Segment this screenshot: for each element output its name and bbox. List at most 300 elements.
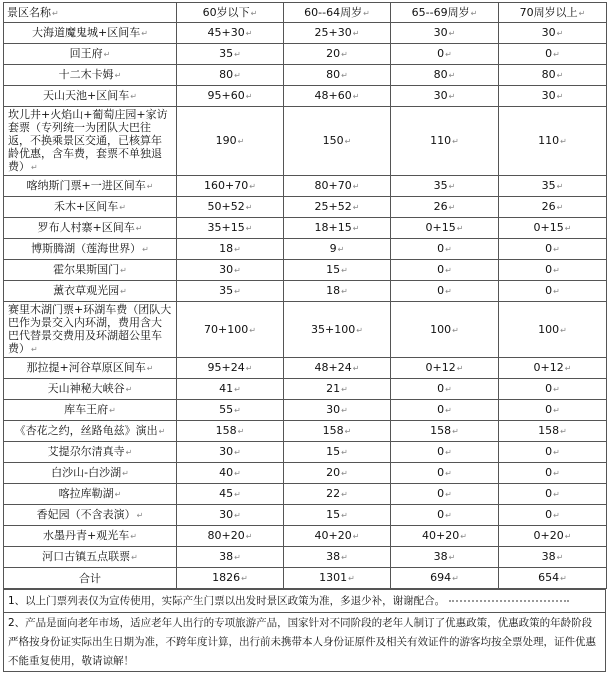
price-cell-text: 100 — [538, 322, 560, 336]
paragraph-mark-icon: ↵ — [448, 553, 456, 562]
price-cell — [177, 421, 284, 442]
paragraph-mark-icon: ↵ — [445, 245, 452, 254]
column-header-text: 60--64周岁 — [304, 5, 363, 19]
price-cell-text: 20 — [326, 47, 341, 60]
price-cell-text: 35 — [433, 179, 448, 192]
paragraph-mark-icon: ↵ — [234, 50, 241, 59]
price-cell-text: 15 — [326, 263, 341, 276]
price-cell-text: 38 — [541, 550, 556, 563]
price-cell-text: 80 — [326, 68, 341, 81]
price-cell — [499, 547, 607, 568]
price-cell — [177, 505, 284, 526]
price-cell-text: 0+20 — [533, 529, 564, 542]
attraction-name — [4, 379, 177, 400]
table-row — [4, 547, 607, 568]
paragraph-mark-icon: ↵ — [245, 224, 253, 233]
paragraph-mark-icon: ↵ — [556, 71, 564, 80]
paragraph-mark-icon: ↵ — [341, 406, 348, 415]
total-value — [499, 568, 607, 589]
paragraph-mark-icon: ↵ — [130, 532, 137, 541]
price-cell-text: 25+30 — [314, 26, 352, 39]
price-cell — [499, 526, 607, 547]
price-cell — [499, 281, 607, 302]
paragraph-mark-icon: ↵ — [348, 574, 355, 583]
paragraph-mark-icon: ↵ — [131, 553, 138, 562]
price-cell — [284, 526, 391, 547]
paragraph-mark-icon: ↵ — [556, 29, 564, 38]
attraction-name-text: 罗布人村寨+区间车 — [37, 221, 135, 234]
paragraph-mark-icon: ↵ — [234, 406, 241, 415]
paragraph-mark-icon: ↵ — [245, 532, 253, 541]
price-cell-text: 45+30 — [207, 26, 245, 39]
price-cell-text: 30 — [326, 403, 341, 416]
table-row — [4, 463, 607, 484]
notes-table — [3, 589, 606, 672]
attraction-name-text: 博斯腾湖（莲海世界） — [31, 242, 142, 255]
attraction-name — [4, 421, 177, 442]
paragraph-mark-icon: ↵ — [553, 385, 560, 394]
price-cell-text: 40+20 — [422, 529, 460, 542]
price-cell — [284, 421, 391, 442]
price-cell — [499, 463, 607, 484]
price-cell — [177, 526, 284, 547]
price-cell-text: 0 — [545, 382, 553, 395]
paragraph-mark-icon: ↵ — [553, 469, 560, 478]
paragraph-mark-icon: ↵ — [445, 287, 452, 296]
column-header-text: 65--69周岁 — [411, 5, 470, 19]
paragraph-mark-icon: ↵ — [234, 511, 241, 520]
paragraph-mark-icon: ↵ — [470, 8, 478, 18]
attraction-name — [4, 260, 177, 281]
price-cell-text: 30 — [433, 26, 448, 39]
price-cell — [284, 65, 391, 86]
total-label — [4, 568, 177, 589]
price-cell — [499, 197, 607, 218]
total-value — [284, 568, 391, 589]
table-row — [4, 218, 607, 239]
paragraph-mark-icon: ↵ — [120, 266, 127, 275]
total-row — [4, 568, 607, 589]
price-cell — [391, 302, 499, 358]
paragraph-mark-icon: ↵ — [560, 325, 567, 335]
paragraph-mark-icon: ↵ — [553, 287, 560, 296]
price-cell-text: 0 — [545, 508, 553, 521]
price-cell — [284, 86, 391, 107]
price-cell-text: 160+70 — [204, 179, 249, 192]
column-header — [4, 3, 177, 23]
price-cell — [391, 176, 499, 197]
table-row — [4, 442, 607, 463]
price-cell-text: 30 — [541, 26, 556, 39]
price-cell-text: 0 — [437, 242, 445, 255]
paragraph-mark-icon: ↵ — [146, 182, 154, 191]
paragraph-mark-icon: ↵ — [556, 182, 564, 191]
attraction-name-text: 水墨丹青+观光车 — [43, 529, 130, 542]
paragraph-mark-icon: ↵ — [553, 50, 560, 59]
price-cell-text: 100 — [430, 322, 452, 336]
price-cell — [499, 44, 607, 65]
price-cell — [391, 526, 499, 547]
price-cell-text: 0 — [545, 487, 553, 500]
price-cell — [177, 218, 284, 239]
price-cell-text: 70+100 — [204, 322, 249, 336]
price-cell — [391, 86, 499, 107]
price-cell-text: 18+15 — [314, 221, 352, 234]
paragraph-mark-icon: ↵ — [560, 427, 567, 436]
paragraph-mark-icon: ↵ — [448, 29, 456, 38]
price-cell-text: 0 — [437, 263, 445, 276]
price-cell — [499, 379, 607, 400]
paragraph-mark-icon: ↵ — [553, 245, 560, 254]
attraction-name-text: 喀纳斯门票+一进区间车 — [26, 179, 146, 192]
price-cell-text: 110 — [538, 134, 560, 147]
total-value-text: 694 — [430, 571, 452, 584]
paragraph-mark-icon: ↵ — [341, 287, 348, 296]
paragraph-mark-icon: ↵ — [356, 325, 363, 335]
paragraph-mark-icon: ↵ — [122, 469, 129, 478]
paragraph-mark-icon: ↵ — [445, 406, 452, 415]
column-header — [284, 3, 391, 23]
price-cell-text: 26 — [433, 200, 448, 213]
price-cell-text: 35+15 — [207, 221, 245, 234]
attraction-name-text: 喀拉库勒湖 — [58, 487, 114, 500]
note-row — [4, 590, 606, 613]
price-cell-text: 0+15 — [425, 221, 456, 234]
price-cell — [177, 442, 284, 463]
attraction-name — [4, 442, 177, 463]
table-body — [4, 3, 607, 589]
table-row — [4, 526, 607, 547]
price-cell — [499, 176, 607, 197]
table-row — [4, 484, 607, 505]
paragraph-mark-icon: ↵ — [352, 92, 360, 101]
paragraph-mark-icon: ↵ — [445, 490, 452, 499]
paragraph-mark-icon: ↵ — [341, 553, 348, 562]
paragraph-mark-icon: ↵ — [448, 92, 456, 101]
price-cell-text: 0 — [437, 487, 445, 500]
price-cell-text: 40 — [219, 466, 234, 479]
paragraph-mark-icon: ↵ — [125, 448, 133, 457]
attraction-name-text: 白沙山-白沙湖 — [51, 466, 122, 479]
price-cell — [391, 44, 499, 65]
price-cell-text: 150 — [322, 134, 344, 147]
paragraph-mark-icon: ↵ — [234, 448, 241, 457]
total-value-text: 654 — [538, 571, 560, 584]
price-cell — [499, 107, 607, 176]
attraction-name — [4, 176, 177, 197]
price-cell-text: 21 — [326, 382, 341, 395]
attraction-name — [4, 281, 177, 302]
price-cell-text: 15 — [326, 445, 341, 458]
price-cell — [391, 379, 499, 400]
price-cell — [391, 358, 499, 379]
paragraph-mark-icon: ↵ — [237, 427, 245, 436]
price-cell — [177, 176, 284, 197]
paragraph-mark-icon: ↵ — [445, 448, 452, 457]
attraction-name-text: 天山神秘大峡谷 — [47, 382, 125, 395]
price-cell-text: 0 — [545, 284, 553, 297]
price-cell — [284, 505, 391, 526]
table-row — [4, 505, 607, 526]
attraction-name — [4, 302, 177, 358]
column-header — [177, 3, 284, 23]
column-header — [499, 3, 607, 23]
price-cell — [177, 379, 284, 400]
paragraph-mark-icon: ↵ — [445, 50, 452, 59]
table-row — [4, 239, 607, 260]
price-cell — [499, 421, 607, 442]
price-cell-text: 0 — [545, 445, 553, 458]
paragraph-mark-icon: ↵ — [352, 364, 360, 373]
price-cell-text: 158 — [538, 424, 560, 437]
note-1-text: 1、以上门票列表仅为宣传使用，实际产生门票以出发时景区政策为准，多退少补，谢谢配合。 — [8, 594, 446, 607]
paragraph-mark-icon: ↵ — [114, 490, 122, 499]
column-header-text: 景区名称 — [7, 5, 51, 19]
price-cell-text: 0 — [545, 466, 553, 479]
paragraph-mark-icon: ↵ — [448, 71, 456, 80]
price-cell — [391, 218, 499, 239]
price-cell-text: 55 — [219, 403, 234, 416]
price-cell-text: 80 — [433, 68, 448, 81]
price-cell-text: 0 — [437, 284, 445, 297]
paragraph-mark-icon: ↵ — [341, 448, 348, 457]
attraction-name — [4, 547, 177, 568]
price-cell-text: 9 — [329, 242, 337, 255]
paragraph-mark-icon: ↵ — [234, 490, 241, 499]
table-row — [4, 260, 607, 281]
price-cell-text: 0 — [545, 242, 553, 255]
price-cell — [284, 239, 391, 260]
paragraph-mark-icon: ↵ — [445, 385, 452, 394]
paragraph-mark-icon: ↵ — [109, 406, 116, 415]
table-row — [4, 197, 607, 218]
price-cell-text: 26 — [541, 200, 556, 213]
price-cell-text: 0 — [437, 508, 445, 521]
price-cell — [391, 239, 499, 260]
attraction-name — [4, 239, 177, 260]
price-cell-text: 30 — [219, 263, 234, 276]
paragraph-mark-icon: ↵ — [452, 325, 459, 335]
attraction-name — [4, 23, 177, 44]
table-row — [4, 379, 607, 400]
paragraph-mark-icon: ↵ — [556, 92, 564, 101]
paragraph-mark-icon: ↵ — [456, 364, 464, 373]
paragraph-mark-icon: ↵ — [245, 203, 253, 212]
price-cell — [499, 302, 607, 358]
price-cell-text: 0 — [437, 403, 445, 416]
price-cell-text: 38 — [433, 550, 448, 563]
price-cell-text: 0 — [545, 263, 553, 276]
price-cell — [499, 260, 607, 281]
paragraph-mark-icon: ↵ — [448, 182, 456, 191]
paragraph-mark-icon: ↵ — [553, 490, 560, 499]
price-cell — [284, 281, 391, 302]
price-cell-text: 110 — [430, 134, 452, 147]
price-cell-text: 0+12 — [533, 361, 564, 374]
attraction-name — [4, 463, 177, 484]
price-cell — [177, 400, 284, 421]
paragraph-mark-icon: ↵ — [352, 203, 360, 212]
attraction-name — [4, 44, 177, 65]
total-value — [391, 568, 499, 589]
price-cell-text: 80 — [541, 68, 556, 81]
table-row — [4, 302, 607, 358]
table-row — [4, 86, 607, 107]
total-value-text: 1301 — [319, 571, 348, 584]
price-cell — [177, 44, 284, 65]
price-cell-text: 20 — [326, 466, 341, 479]
paragraph-mark-icon: ↵ — [352, 532, 360, 541]
paragraph-mark-icon: ↵ — [249, 182, 256, 191]
price-cell — [499, 358, 607, 379]
paragraph-mark-icon: ↵ — [234, 287, 241, 296]
table-row — [4, 281, 607, 302]
price-cell — [391, 400, 499, 421]
paragraph-mark-icon: ↵ — [234, 71, 241, 80]
price-cell-text: 30 — [541, 89, 556, 102]
table-row — [4, 23, 607, 44]
price-cell-text: 45 — [219, 487, 234, 500]
attraction-name — [4, 505, 177, 526]
price-cell — [177, 197, 284, 218]
paragraph-mark-icon: ↵ — [352, 29, 360, 38]
attraction-name-text: 霍尔果斯国门 — [53, 263, 120, 276]
attraction-name-text: 香妃园（不含表演） — [36, 508, 136, 521]
paragraph-mark-icon: ↵ — [234, 266, 241, 275]
price-cell — [177, 281, 284, 302]
paragraph-mark-icon: ↵ — [578, 8, 586, 18]
paragraph-mark-icon: ↵ — [249, 325, 256, 335]
attraction-name-text: 那拉提+河谷草原区间车 — [26, 361, 146, 374]
price-cell-text: 0 — [437, 445, 445, 458]
paragraph-mark-icon: ↵ — [448, 203, 456, 212]
price-cell-text: 30 — [219, 445, 234, 458]
paragraph-mark-icon: ↵ — [234, 469, 241, 478]
paragraph-mark-icon: ↵ — [460, 532, 467, 541]
paragraph-mark-icon: ↵ — [241, 574, 248, 583]
paragraph-mark-icon: ↵ — [250, 8, 258, 18]
price-cell — [499, 505, 607, 526]
paragraph-mark-icon: ↵ — [31, 345, 38, 354]
price-cell — [284, 400, 391, 421]
total-value-text: 1826 — [212, 571, 241, 584]
price-cell — [284, 442, 391, 463]
price-cell — [391, 65, 499, 86]
attraction-name-text: 回王府 — [69, 47, 103, 60]
paragraph-mark-icon: ↵ — [158, 427, 166, 436]
price-cell — [391, 23, 499, 44]
price-cell — [177, 86, 284, 107]
attraction-name — [4, 197, 177, 218]
price-cell — [391, 442, 499, 463]
note-1 — [4, 590, 606, 613]
price-cell — [499, 400, 607, 421]
paragraph-mark-icon: ↵ — [560, 137, 567, 146]
price-cell-text: 48+24 — [314, 361, 352, 374]
paragraph-mark-icon: ↵ — [234, 553, 241, 562]
price-cell-text: 0 — [437, 466, 445, 479]
paragraph-mark-icon: ↵ — [341, 511, 348, 520]
paragraph-mark-icon: ↵ — [341, 71, 348, 80]
paragraph-mark-icon: ↵ — [445, 511, 452, 520]
table-row — [4, 400, 607, 421]
paragraph-mark-icon: ↵ — [560, 574, 567, 583]
price-cell — [499, 218, 607, 239]
paragraph-mark-icon: ↵ — [341, 490, 348, 499]
attraction-name-text: 大海道魔鬼城+区间车 — [32, 26, 141, 39]
price-cell — [177, 260, 284, 281]
price-cell — [499, 442, 607, 463]
paragraph-mark-icon: ↵ — [553, 266, 560, 275]
price-cell — [284, 379, 391, 400]
attraction-name-text: 《杏花之约，丝路龟兹》演出 — [14, 424, 158, 437]
price-cell — [284, 218, 391, 239]
paragraph-mark-icon: ↵ — [452, 574, 459, 583]
price-cell-text: 0 — [437, 382, 445, 395]
price-cell-text: 95+60 — [207, 89, 245, 102]
paragraph-mark-icon: ↵ — [136, 511, 144, 520]
price-cell-text: 22 — [326, 487, 341, 500]
paragraph-mark-icon: ↵ — [553, 406, 560, 415]
paragraph-mark-icon: ↵ — [135, 224, 143, 233]
paragraph-mark-icon: ↵ — [245, 92, 253, 101]
paragraph-mark-icon: ↵ — [31, 163, 38, 172]
note-2-text: 2、产品是面向老年市场，适应老年人出行的专项旅游产品，国家针对不同阶段的老年人制订了优惠政策，优惠政策的年龄阶段严格按身份证实际出生日期为准，不跨年度计算，出行前未携带本人身份证原件及相关有效证件的游客均按全票处理，证件优惠不能重复使用，敬请谅解！ — [8, 616, 596, 667]
price-cell — [391, 547, 499, 568]
paragraph-mark-icon: ↵ — [141, 29, 148, 38]
price-cell-text: 158 — [322, 424, 344, 437]
paragraph-mark-icon: ↵ — [352, 182, 360, 191]
attraction-name — [4, 86, 177, 107]
price-cell-text: 80+70 — [314, 179, 352, 192]
price-cell-text: 0+15 — [533, 221, 564, 234]
paragraph-mark-icon: ↵ — [445, 266, 452, 275]
paragraph-mark-icon: ↵ — [341, 385, 348, 394]
price-cell-text: 190 — [215, 134, 237, 147]
paragraph-mark-icon: ↵ — [341, 469, 348, 478]
price-cell — [177, 547, 284, 568]
price-cell-text: 35+100 — [311, 322, 356, 336]
paragraph-mark-icon: ↵ — [245, 29, 253, 38]
price-cell-text: 41 — [219, 382, 234, 395]
paragraph-mark-icon: ↵ — [564, 532, 572, 541]
paragraph-mark-icon: ↵ — [564, 364, 572, 373]
paragraph-mark-icon: ↵ — [452, 137, 459, 146]
price-cell-text: 35 — [541, 179, 556, 192]
dotted-leader — [449, 600, 569, 602]
table-row — [4, 176, 607, 197]
price-cell — [177, 107, 284, 176]
attraction-name-text: 薰衣草观光园 — [53, 284, 120, 297]
column-header-text: 60岁以下 — [202, 5, 250, 19]
price-cell-text: 48+60 — [314, 89, 352, 102]
price-cell-text: 158 — [215, 424, 237, 437]
attraction-name — [4, 400, 177, 421]
price-cell — [499, 65, 607, 86]
price-cell — [499, 239, 607, 260]
price-cell — [391, 463, 499, 484]
price-cell-text: 38 — [219, 550, 234, 563]
paragraph-mark-icon: ↵ — [120, 287, 127, 296]
price-cell-text: 40+20 — [314, 529, 352, 542]
price-cell — [284, 547, 391, 568]
ticket-price-sheet — [3, 2, 606, 672]
attraction-name-text: 坎儿井+火焰山+葡萄庄园+家访套票（专列统一为团队大巴往返，不换乘景区交通，已核算年龄优惠，含车费，套票不单独退费） — [8, 108, 168, 173]
price-cell-text: 25+52 — [314, 200, 352, 213]
note-row — [4, 613, 606, 672]
price-cell — [391, 484, 499, 505]
note-2 — [4, 613, 606, 672]
